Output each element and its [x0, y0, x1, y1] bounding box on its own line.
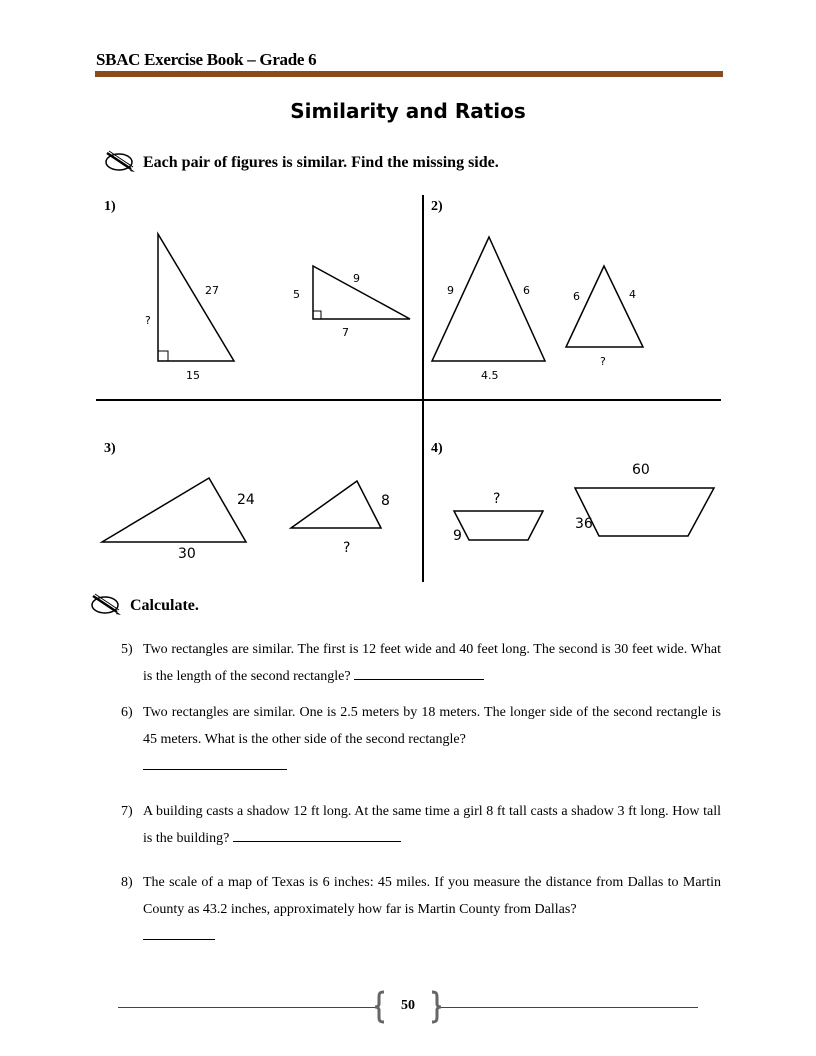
answer-blank[interactable]: [354, 665, 484, 680]
page-title: Similarity and Ratios: [290, 99, 526, 123]
fig3-a-side: 24: [237, 492, 255, 508]
figure-label-1: 1): [104, 199, 116, 214]
fig4-b-top: 60: [632, 462, 650, 478]
fig4-a-top: ?: [493, 491, 501, 507]
fig3-a-base: 30: [178, 546, 196, 562]
fig2-a-right: 6: [523, 284, 530, 297]
fig3-triangle-a: [102, 478, 246, 542]
fig4-trapezoid-b: [575, 488, 714, 536]
problem-number: 6): [121, 705, 133, 720]
page-number: 50: [401, 998, 415, 1013]
problem-number: 7): [121, 804, 133, 819]
fig1-b-hypotenuse: 9: [353, 272, 360, 285]
fig1-b-base: 7: [342, 326, 349, 339]
fig2-b-base: ?: [600, 355, 606, 368]
fig2-triangle-b: [566, 266, 643, 347]
answer-blank[interactable]: [233, 827, 401, 842]
fig2-b-left: 6: [573, 290, 580, 303]
answer-blank[interactable]: [143, 925, 215, 940]
problem-text: The scale of a map of Texas is 6 inches: 45 miles. If you measure the distance from Dallas to Martin County as 43.2 inches, approximately how far is Martin County from Dallas?: [143, 875, 721, 917]
fig3-triangle-b: [291, 481, 381, 528]
problem-text: Two rectangles are similar. One is 2.5 meters by 18 meters. The longer side of the second rectangle is 45 meters. What is the other side of the second rectangle?: [143, 705, 721, 747]
problem-number: 8): [121, 875, 133, 890]
section1-instruction: Each pair of figures is similar. Find the missing side.: [143, 154, 499, 171]
book-title: SBAC Exercise Book – Grade 6: [96, 50, 317, 69]
section2-instruction: Calculate.: [130, 597, 199, 614]
fig1-right-angle-b: [313, 311, 321, 319]
fig2-a-left: 9: [447, 284, 454, 297]
fig1-a-height: ?: [145, 314, 151, 327]
problem-6: [121, 699, 721, 780]
fig1-b-height: 5: [293, 288, 300, 301]
fig3-b-base: ?: [343, 540, 351, 556]
fig4-a-side: 9: [453, 528, 462, 544]
figure-label-2: 2): [431, 199, 443, 214]
fig4-b-side: 36: [575, 516, 593, 532]
footer-rule-right: [440, 1007, 698, 1008]
answer-blank[interactable]: [143, 755, 287, 770]
fig3-b-side: 8: [381, 493, 390, 509]
problem-5: [121, 636, 721, 690]
fig1-right-angle-a: [158, 351, 168, 361]
footer-rule-left: [118, 1007, 376, 1008]
fig4-trapezoid-a: [454, 511, 543, 540]
fig1-a-hypotenuse: 27: [205, 284, 219, 297]
fig1-a-base: 15: [186, 369, 200, 382]
fig1-triangle-b: [313, 266, 410, 319]
fig2-triangle-a: [432, 237, 545, 361]
problem-number: 5): [121, 642, 133, 657]
problem-7: [121, 798, 721, 852]
figure-label-3: 3): [104, 441, 116, 456]
figure-label-4: 4): [431, 441, 443, 456]
fig2-a-base: 4.5: [481, 369, 499, 382]
problem-text: A building casts a shadow 12 ft long. At the same time a girl 8 ft tall casts a shadow 3 ft long. How tall is the building?: [143, 804, 721, 846]
problem-8: [121, 869, 721, 950]
problem-text: Two rectangles are similar. The first is 12 feet wide and 40 feet long. The second is 30 feet wide. What is the length of the second rectangle?: [143, 642, 721, 684]
pencil-icon: [89, 592, 121, 616]
fig2-b-right: 4: [629, 288, 636, 301]
fig1-triangle-a: [158, 234, 234, 361]
